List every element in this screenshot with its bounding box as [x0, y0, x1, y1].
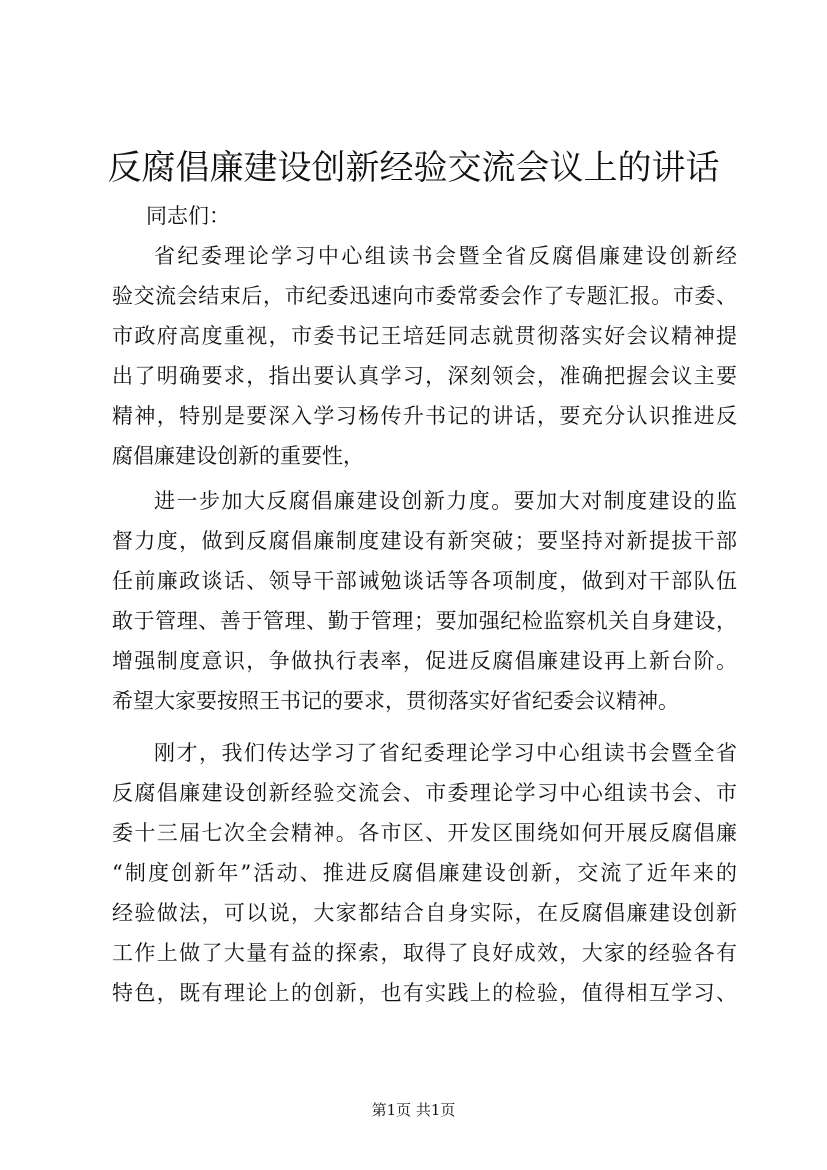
paragraph-2: [112, 481, 737, 721]
paragraph-line: 验交流会结束后，市纪委迅速向市委常委会作了专题汇报。市委、: [112, 284, 737, 308]
paragraph-line: 希望大家要按照王书记的要求，贯彻落实好省纪委会议精神。: [112, 689, 679, 713]
greeting: 同志们：: [146, 204, 230, 228]
paragraph-3: [112, 733, 737, 1013]
page-number-footer: 第1页 共1页: [371, 1101, 456, 1119]
paragraph-line: 精神，特别是要深入学习杨传升书记的讲话，要充分认识推进反: [112, 404, 737, 428]
document-title: 反腐倡廉建设创新经验交流会议上的讲话: [107, 148, 720, 188]
paragraph-line: 腐倡廉建设创新的重要性，: [112, 444, 364, 468]
paragraph-line: 任前廉政谈话、领导干部诫勉谈话等各项制度，做到对干部队伍: [112, 569, 737, 593]
paragraph-line: 督力度，做到反腐倡廉制度建设有新突破；要坚持对新提拔干部: [112, 529, 737, 553]
paragraph-line: 反腐倡廉建设创新经验交流会、市委理论学习中心组读书会、市: [112, 781, 737, 805]
paragraph-1: [112, 236, 737, 476]
paragraph-line: 增强制度意识，争做执行表率，促进反腐倡廉建设再上新台阶。: [112, 649, 737, 673]
paragraph-line: 特色，既有理论上的创新，也有实践上的检验，值得相互学习、: [112, 981, 737, 1005]
paragraph-line: 出了明确要求，指出要认真学习，深刻领会，准确把握会议主要: [112, 364, 737, 388]
paragraph-line: 委十三届七次全会精神。各市区、开发区围绕如何开展反腐倡廉: [112, 821, 737, 845]
paragraph-line: 敢于管理、善于管理、勤于管理；要加强纪检监察机关自身建设，: [112, 609, 737, 633]
paragraph-line: 市政府高度重视，市委书记王培廷同志就贯彻落实好会议精神提: [112, 324, 737, 348]
paragraph-line: “制度创新年”活动、推进反腐倡廉建设创新，交流了近年来的: [112, 861, 737, 885]
paragraph-line: 进一步加大反腐倡廉建设创新力度。要加大对制度建设的监: [154, 489, 737, 513]
paragraph-line: 省纪委理论学习中心组读书会暨全省反腐倡廉建设创新经: [154, 244, 737, 268]
paragraph-line: 刚才，我们传达学习了省纪委理论学习中心组读书会暨全省: [154, 741, 737, 765]
paragraph-line: 经验做法，可以说，大家都结合自身实际，在反腐倡廉建设创新: [112, 901, 737, 925]
paragraph-line: 工作上做了大量有益的探索，取得了良好成效，大家的经验各有: [112, 941, 737, 965]
